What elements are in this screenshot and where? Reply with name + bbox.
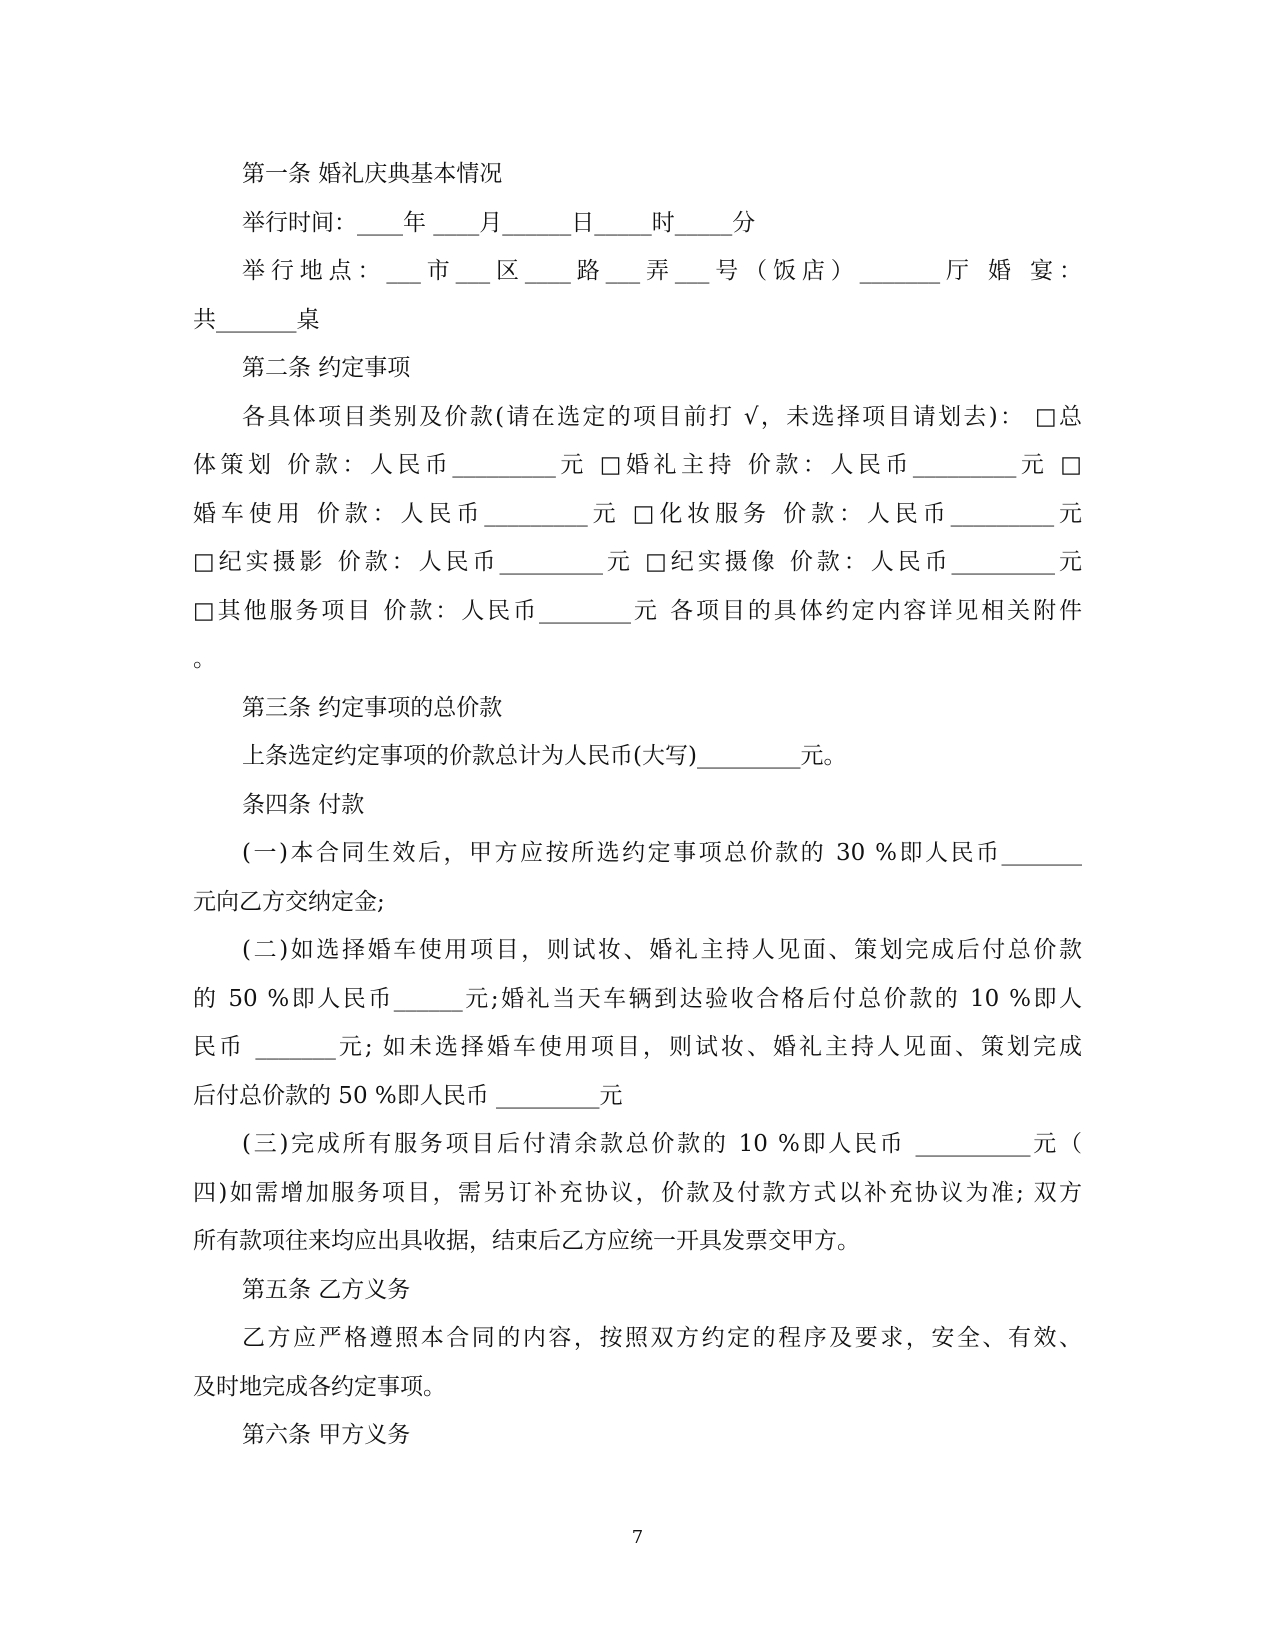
document-body <box>193 150 1082 1460</box>
text-line: 元向乙方交纳定金; <box>193 888 385 915</box>
page-number: 7 <box>631 1527 644 1548</box>
text-line: 乙方应严格遵照本合同的内容，按照双方约定的程序及要求，安全、有效、 <box>242 1325 1082 1351</box>
text-line: 。 <box>193 646 216 672</box>
text-line: 第一条 婚礼庆典基本情况 <box>242 161 503 187</box>
text-line: 举行时间：____年 ____月______日_____时_____分 <box>242 209 756 236</box>
text-line: 共_______桌 <box>193 306 320 333</box>
text-line: 及时地完成各约定事项。 <box>193 1373 446 1400</box>
text-line: 上条选定约定事项的价款总计为人民币(大写)_________元。 <box>242 743 847 769</box>
text-line: (一)本合同生效后，甲方应按所选约定事项总价款的 30 %即人民币_______ <box>242 840 1082 866</box>
text-line: 第五条 乙方义务 <box>242 1276 411 1303</box>
text-line: 后付总价款的 50 %即人民币 _________元 <box>193 1082 623 1109</box>
text-line: 婚车使用 价款：人民币_________元 □化妆服务 价款：人民币_________元 <box>193 500 1082 527</box>
text-line: 各具体项目类别及价款(请在选定的项目前打 √，未选择项目请划去)： □总 <box>242 403 1082 430</box>
text-line: 所有款项往来均应出具收据，结束后乙方应统一开具发票交甲方。 <box>193 1228 860 1254</box>
text-line: 第三条 约定事项的总价款 <box>242 694 503 721</box>
text-line: 第六条 甲方义务 <box>242 1422 411 1448</box>
text-line: 举行地点：___市___区____路___弄___号（饭店）_______厅 婚 宴： <box>242 258 1082 284</box>
text-line: 民币 _______元; 如未选择婚车使用项目，则试妆、婚礼主持人见面、策划完成 <box>193 1034 1082 1060</box>
text-line: 的 50 %即人民币______元;婚礼当天车辆到达验收合格后付总价款的 10 %即人 <box>193 985 1082 1012</box>
text-line: 四)如需增加服务项目，需另订补充协议，价款及付款方式以补充协议为准; 双方 <box>193 1179 1082 1206</box>
text-line: (二)如选择婚车使用项目，则试妆、婚礼主持人见面、策划完成后付总价款 <box>242 937 1082 963</box>
text-line: 条四条 付款 <box>242 791 365 818</box>
text-line: 第二条 约定事项 <box>242 355 411 381</box>
text-line: □其他服务项目 价款：人民币________元 各项目的具体约定内容详见相关附件 <box>193 597 1082 624</box>
text-line: (三)完成所有服务项目后付清余款总价款的 10 %即人民币 __________元（ <box>242 1131 1082 1157</box>
text-line: 体策划 价款：人民币_________元 □婚礼主持 价款：人民币_________元 □ <box>193 452 1082 478</box>
text-line: □纪实摄影 价款：人民币_________元 □纪实摄像 价款：人民币_________元 <box>193 549 1082 575</box>
